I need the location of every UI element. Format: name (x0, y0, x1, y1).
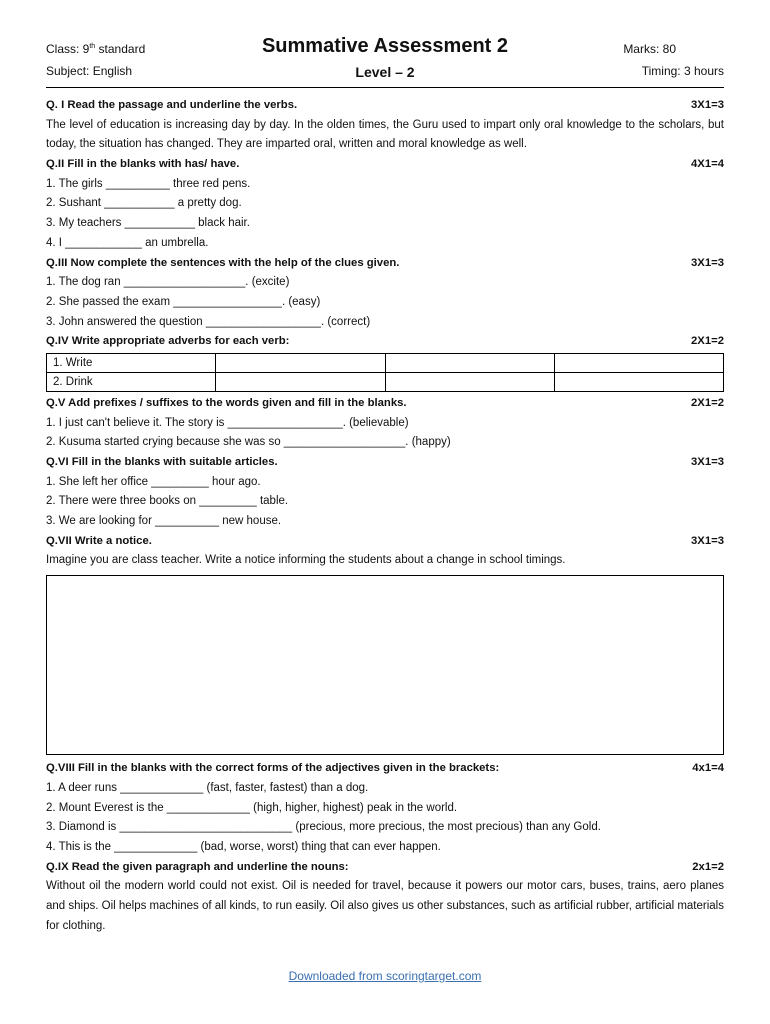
verb-cell: 1. Write (47, 353, 216, 372)
question-5-heading (46, 394, 724, 414)
answer-cell[interactable] (385, 353, 554, 372)
footer (0, 969, 770, 983)
question-2-item: 1. The girls __________ three red pens. (46, 177, 251, 190)
answer-cell[interactable] (554, 353, 723, 372)
question-content (46, 96, 724, 936)
header-row-2 (46, 60, 724, 82)
question-5-title: Q.V Add prefixes / suffixes to the words given and fill in the blanks. (46, 396, 407, 409)
question-8-item: 4. This is the _____________ (bad, worse, worst) thing that can ever happen. (46, 840, 441, 853)
question-3-heading (46, 254, 724, 274)
question-1-passage: The level of education is increasing day by day. In the olden times, the Guru used to impart only oral knowledge to the scholars, but today, the situation has changed. They are imparted oral, written and moral knowledge as well. (46, 118, 724, 151)
question-6-item: 3. We are looking for __________ new house. (46, 515, 282, 528)
question-9-passage: Without oil the modern world could not exist. Oil is needed for travel, because it powers our motor cars, buses, trains, aero planes and ships. Oil helps machines of all kinds, to run easily. Oil also gives us other substances, such as artificial rubber, artificial materials for clothing. (46, 880, 724, 932)
question-8-marks: 4x1=4 (692, 762, 724, 775)
question-3-item: 2. She passed the exam _________________. (easy) (46, 295, 321, 308)
marks-label: Marks: 80 (623, 42, 676, 56)
question-2-heading (46, 155, 724, 175)
question-6-item: 1. She left her office _________ hour ago. (46, 475, 261, 488)
question-5-marks: 2X1=2 (691, 396, 724, 409)
subject-label: Subject: English (46, 64, 133, 78)
question-2-item: 3. My teachers ___________ black hair. (46, 217, 250, 230)
table-row (47, 353, 724, 372)
question-9-marks: 2x1=2 (692, 860, 724, 873)
header-row-1 (46, 30, 724, 60)
question-4-title: Q.IV Write appropriate adverbs for each verb: (46, 335, 290, 348)
notice-answer-box[interactable] (46, 575, 724, 755)
answer-cell[interactable] (216, 353, 385, 372)
question-7-heading (46, 532, 724, 552)
question-2-title: Q.II Fill in the blanks with has/ have. (46, 158, 240, 171)
class-superscript: th (89, 43, 96, 50)
question-1-title: Q. I Read the passage and underline the verbs. (46, 99, 298, 111)
question-4-marks: 2X1=2 (691, 335, 724, 348)
question-7-prompt: Imagine you are class teacher. Write a notice informing the students about a change in school timings. (46, 554, 566, 567)
answer-cell[interactable] (385, 372, 554, 391)
level-label: Level – 2 (355, 64, 415, 80)
question-2-marks: 4X1=4 (691, 158, 724, 171)
question-1-heading (46, 96, 724, 116)
question-8-item: 1. A deer runs _____________ (fast, faster, fastest) than a dog. (46, 781, 369, 794)
class-label: Class: 9th standard (46, 42, 146, 56)
question-2-item: 2. Sushant ___________ a pretty dog. (46, 197, 242, 210)
question-3-item: 1. The dog ran ___________________. (excite) (46, 276, 290, 289)
question-3-marks: 3X1=3 (691, 256, 724, 269)
timing-label: Timing: 3 hours (641, 64, 724, 78)
question-6-title: Q.VI Fill in the blanks with suitable articles. (46, 456, 278, 469)
question-6-marks: 3X1=3 (691, 456, 724, 469)
question-8-item: 2. Mount Everest is the _____________ (high, higher, highest) peak in the world. (46, 801, 458, 814)
question-8-item: 3. Diamond is ___________________________ (precious, more precious, the most precious) than any Gold. (46, 821, 601, 834)
question-2-item: 4. I ____________ an umbrella. (46, 236, 209, 249)
page-title: Summative Assessment 2 (261, 35, 509, 57)
download-source-link[interactable]: Downloaded from scoringtarget.com (288, 969, 482, 983)
question-3-item: 3. John answered the question __________________. (correct) (46, 315, 371, 328)
question-6-heading (46, 453, 724, 473)
question-5-item: 1. I just can't believe it. The story is __________________. (believable) (46, 416, 409, 429)
answer-cell[interactable] (554, 372, 723, 391)
question-7-marks: 3X1=3 (691, 534, 724, 547)
question-8-title: Q.VIII Fill in the blanks with the correct forms of the adjectives given in the brackets: (46, 762, 500, 775)
question-9-heading (46, 858, 724, 878)
question-5-item: 2. Kusuma started crying because she was so ___________________. (happy) (46, 436, 451, 449)
question-6-item: 2. There were three books on _________ table. (46, 495, 289, 508)
verb-cell: 2. Drink (47, 372, 216, 391)
question-9-title: Q.IX Read the given paragraph and underline the nouns: (46, 860, 349, 873)
header-divider (46, 87, 724, 88)
answer-cell[interactable] (216, 372, 385, 391)
adverbs-table (46, 353, 724, 392)
question-4-heading (46, 332, 724, 352)
question-3-title: Q.III Now complete the sentences with the help of the clues given. (46, 256, 400, 269)
question-8-heading (46, 759, 724, 779)
table-row (47, 372, 724, 391)
question-7-title: Q.VII Write a notice. (46, 534, 152, 547)
question-1-marks: 3X1=3 (691, 99, 724, 111)
